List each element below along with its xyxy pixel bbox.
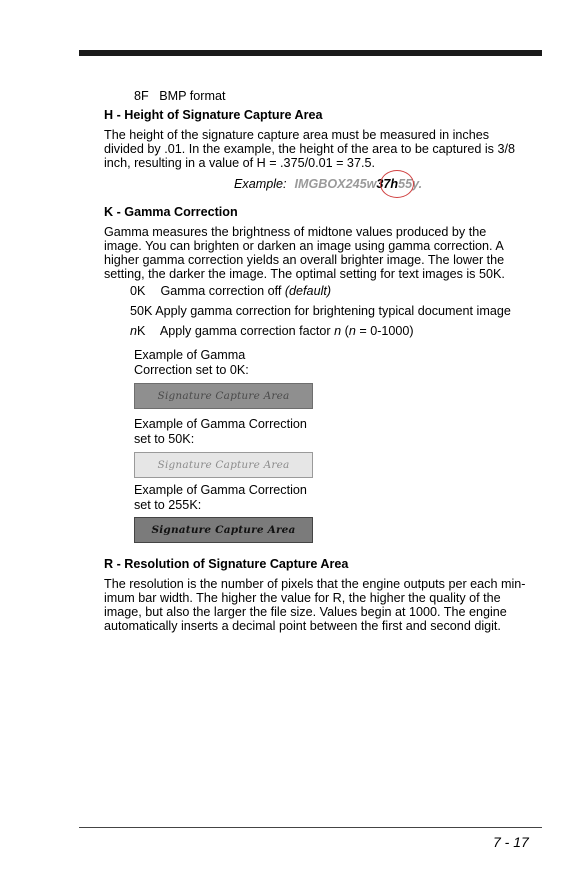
caption-line: Example of Gamma Correction (134, 483, 307, 497)
option-var2: n (348, 324, 356, 338)
section-k-line: Gamma measures the brightness of midtone values produced by the (104, 225, 487, 239)
section-r-line: automatically inserts a decimal point between the first and second digit. (104, 619, 501, 633)
sample-image-text: Signature Capture Area (151, 524, 296, 536)
option-text: Gamma correction off (160, 284, 282, 298)
example-code-highlight: 37h (376, 177, 399, 191)
option-text: Apply gamma correction for brightening typical document image (155, 304, 511, 318)
option-text-before: Apply gamma correction factor (159, 324, 335, 338)
header-rule (79, 50, 542, 56)
gamma-sample-image-0k (134, 383, 313, 409)
format-text: BMP format (159, 89, 226, 103)
format-line (134, 89, 225, 103)
footer-rule (79, 827, 542, 828)
section-r-line: The resolution is the number of pixels that the engine outputs per each min- (104, 577, 526, 591)
section-k-line: image. You can brighten or darken an image using gamma correction. A (104, 239, 504, 253)
example-code-before: IMGBOX245w (294, 177, 377, 191)
option-note: (default) (284, 284, 332, 298)
section-k-body (104, 225, 505, 281)
section-r-body (104, 577, 525, 633)
option-0k (130, 284, 331, 298)
section-k-line: higher gamma correction yields an overall brighter image. The lower the (104, 253, 505, 267)
option-var: n (334, 324, 342, 338)
section-h-line: divided by .01. In the example, the height of the area to be captured is 3/8 (104, 142, 515, 156)
section-r-line: image, but also the larger the file size. Values begin at 1000. The engine (104, 605, 507, 619)
caption-line: set to 50K: (134, 431, 195, 446)
section-h-line: The height of the signature capture area must be measured in inches (104, 128, 490, 142)
caption-line: set to 255K: (134, 497, 202, 512)
sample-caption-0k (134, 348, 249, 377)
gamma-sample-image-50k (134, 452, 313, 478)
page-number: 7 - 17 (493, 834, 529, 850)
option-text-after: = 0-1000) (355, 324, 414, 338)
section-r-line: imum bar width. The higher the value for R, the higher the quality of the (104, 591, 501, 605)
gamma-sample-image-255k (134, 517, 313, 543)
example-label: Example: (234, 177, 287, 191)
highlight-circle (380, 170, 414, 198)
option-code: 50K (130, 304, 153, 318)
section-r-heading: R - Resolution of Signature Capture Area (104, 557, 349, 571)
option-text-mid: ( (341, 324, 349, 338)
sample-image-text: Signature Capture Area (157, 390, 290, 402)
caption-line: Example of Gamma (134, 348, 246, 362)
option-code: 0K (130, 284, 146, 298)
section-k-line: setting, the darker the image. The optimal setting for text images is 50K. (104, 267, 505, 281)
caption-line: Example of Gamma Correction (134, 417, 307, 431)
section-h-heading: H - Height of Signature Capture Area (104, 108, 323, 122)
sample-image-text: Signature Capture Area (157, 459, 290, 471)
section-k-heading: K - Gamma Correction (104, 205, 238, 219)
section-h-line: inch, resulting in a value of H = .375/0.01 = 37.5. (104, 156, 375, 170)
option-code-var: n (130, 324, 138, 338)
option-50k (130, 304, 511, 318)
format-code: 8F (134, 89, 149, 103)
sample-caption-255k (134, 483, 307, 512)
option-nk (130, 324, 414, 338)
example-code-after: 55y. (398, 177, 423, 191)
option-text (160, 324, 414, 338)
caption-line: Correction set to 0K: (134, 362, 249, 377)
section-h-body (104, 128, 515, 170)
sample-caption-50k (134, 417, 307, 446)
option-code-suffix: K (137, 324, 146, 338)
